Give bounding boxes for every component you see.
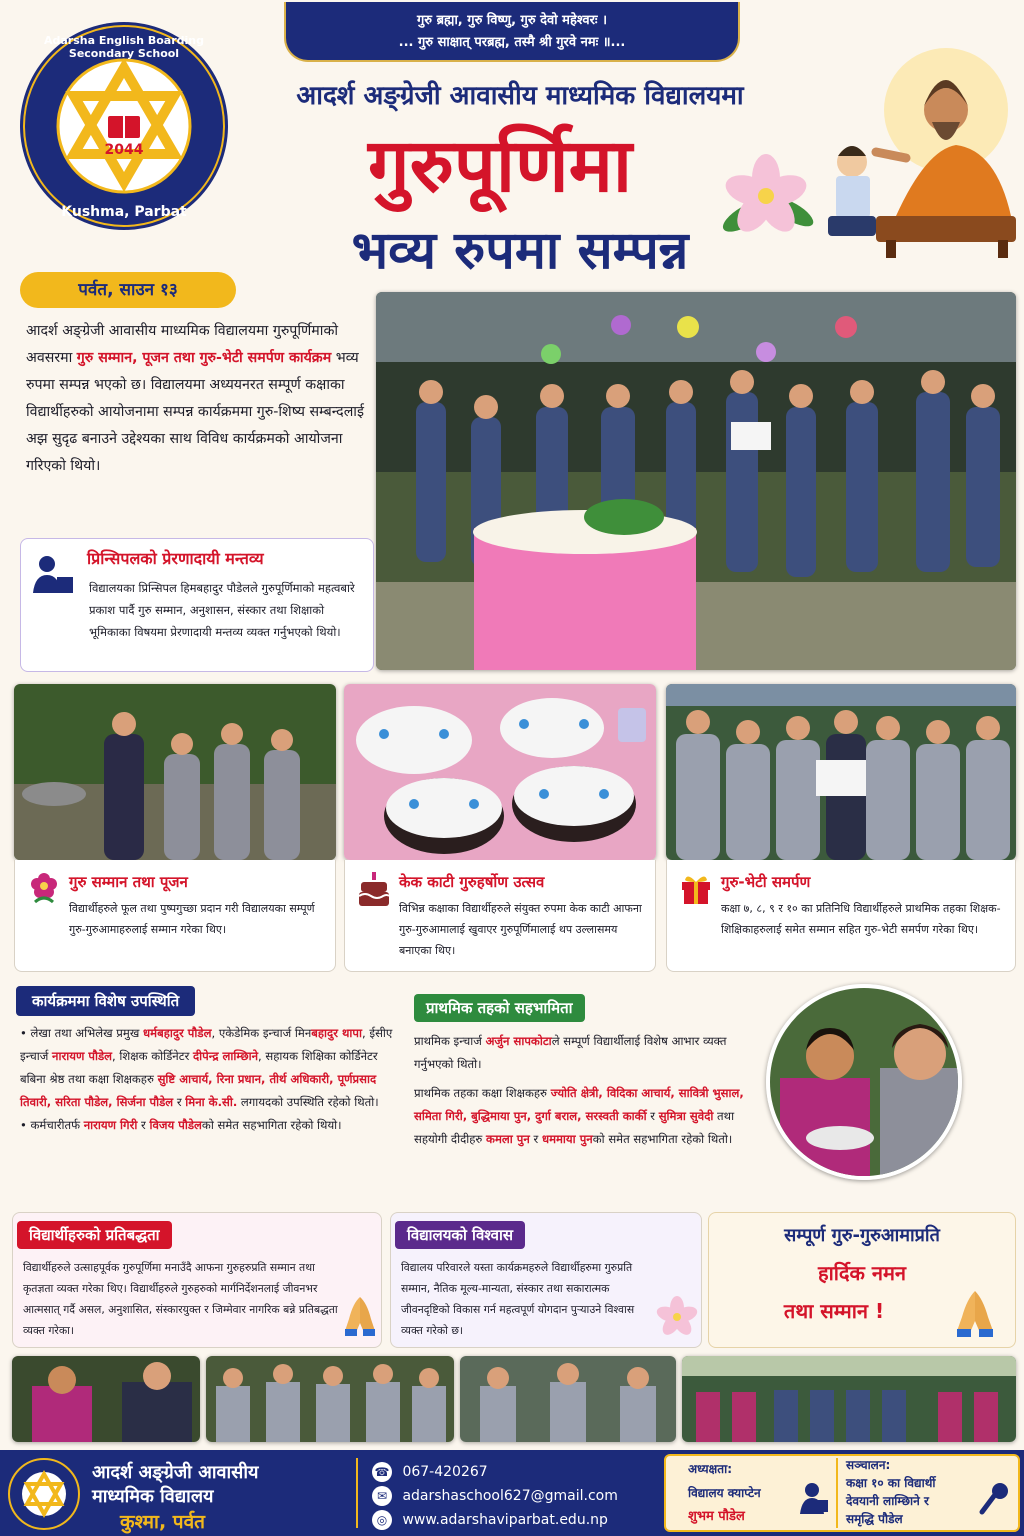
footer-school-line-2: माध्यमिक विद्यालय — [92, 1486, 214, 1507]
tribute-line-3: तथा सम्मान ! — [783, 1299, 885, 1323]
primary-name: अर्जुन सापकोटा — [485, 1034, 552, 1048]
primary-body — [414, 1030, 766, 1151]
footer-logo — [8, 1458, 80, 1530]
attendance-title-text: कार्यक्रममा विशेष उपस्थिति — [32, 992, 180, 1010]
school-logo — [18, 20, 230, 232]
chair-role: विद्यालय क्याप्टेन — [688, 1486, 761, 1500]
frangipani-flower-icon — [716, 146, 816, 246]
primary-text: तथा सहयोगी दीदीहरु — [414, 1109, 735, 1146]
trust-title — [395, 1221, 525, 1249]
attendance-bullet-2: • कर्मचारीतर्फ नारायण गिरी र विजय पौडेलको समेत सहभागिता रहेको थियो। — [20, 1118, 342, 1132]
header-school-line: आदर्श अङ्ग्रेजी आवासीय माध्यमिक विद्यालयमा — [296, 81, 744, 111]
host-role: कक्षा १० का विद्यार्थी — [846, 1476, 936, 1490]
attendance-name: विजय पौडेल — [149, 1118, 202, 1132]
footer-place: कुश्मा, पर्वत — [120, 1511, 205, 1533]
tribute-line-1: सम्पूर्ण गुरु-गुरुआमाप्रति — [784, 1225, 940, 1246]
primary-name: कमला पुन — [486, 1132, 530, 1146]
attendance-text: कर्मचारीतर्फ — [30, 1118, 81, 1132]
cake-icon — [357, 870, 391, 908]
feature-title-cake: केक काटी गुरुहर्षोण उत्सव — [399, 873, 545, 891]
attendance-name: दीपेन्द्र लाम्छिाने — [193, 1049, 259, 1063]
tribute-line-2: हार्दिक नमन — [817, 1261, 907, 1285]
attendance-text: , शिक्षक कोर्डिनेटर — [112, 1049, 190, 1063]
speaker-icon — [31, 555, 75, 595]
phone-row — [372, 1462, 488, 1482]
primary-name: ज्योति क्षेत्री, विदिका आचार्य, सावित्री भुसाल, समिता गिरी, बुद्धिमाया पुन, दुर्गा बराल, सरस्वती कार्की — [414, 1086, 744, 1123]
strip-photo-3 — [460, 1356, 676, 1442]
commitment-title — [17, 1221, 172, 1249]
sloka-banner — [284, 2, 740, 62]
email-row — [372, 1486, 618, 1506]
primary-text: र — [650, 1109, 656, 1123]
attendance-name: बहादुर थापा — [311, 1026, 362, 1040]
attendance-text: र — [141, 1118, 146, 1132]
chair-name: शुभम पौडेल — [688, 1509, 745, 1524]
intro-text-1: आदर्श अङ्ग्रेजी आवासीय माध्यमिक विद्यालयमा गुरुपूर्णिमाको अवसरमा — [26, 323, 339, 366]
dateline-badge — [20, 272, 236, 308]
chair-label: अध्यक्षता: — [688, 1462, 732, 1476]
sloka-line-2: ... गुरु साक्षात् परब्रह्म, तस्मै श्री गुरवे नमः ॥... — [398, 35, 626, 50]
footer-phone: 067-420267 — [402, 1464, 488, 1480]
principal-title: प्रिन्सिपलको प्रेरणादायी मन्तव्य — [87, 549, 264, 568]
photo-tika-ceremony — [14, 684, 336, 860]
intro-highlight: गुरु सम्मान, पूजन तथा गुरु-भेटी समर्पण कार्यक्रम — [76, 350, 332, 366]
feature-card-gift — [666, 860, 1016, 972]
primary-text: र — [533, 1132, 539, 1146]
photo-tika-circle — [766, 984, 962, 1180]
primary-text: को समेत सहभागिता रहेको थितो। — [592, 1132, 733, 1146]
web-row — [372, 1510, 608, 1530]
feature-title-gift: गुरु-भेटी समर्पण — [721, 873, 811, 891]
primary-para-1 — [414, 1030, 766, 1076]
primary-name: धममाया पुन — [541, 1132, 593, 1146]
attendance-text: को समेत सहभागिता रहेको थियो। — [201, 1118, 342, 1132]
logo-year: 2044 — [104, 142, 144, 158]
feature-title-honor: गुरु सम्मान तथा पूजन — [69, 873, 188, 891]
intro-paragraph — [26, 318, 374, 480]
commitment-title-text: विद्यार्थीहरुको प्रतिबद्धता — [29, 1226, 160, 1244]
flower-icon — [655, 1295, 699, 1339]
footer-divider — [356, 1458, 358, 1528]
feature-text-gift: कक्षा ७, ८, ९ र १० का प्रतिनिधि विद्यार्थीहरुले प्राथमिक तहका शिक्षक-शिक्षिकाहरुलाई समेत सम्मान सहित गुरु-भेटी समर्पण गरेका थिए। — [721, 902, 1001, 936]
flower-icon — [27, 872, 61, 906]
tribute-card — [708, 1212, 1016, 1348]
praying-hands-icon — [343, 1293, 377, 1337]
attendance-name: सुष्टि आचार्य, रिना प्रधान, तीर्थ अधिकारी, पूर्णप्रसाद तिवारी, सरिता पौडेल, सिर्जना पौडेल — [20, 1072, 377, 1109]
photo-cake-table — [344, 684, 656, 860]
primary-text: प्राथमिक तहका कक्षा शिक्षकहरु — [414, 1086, 547, 1100]
attendance-name: नारायण पौडेल — [52, 1049, 113, 1063]
primary-title-text: प्राथमिक तहको सहभामिता — [426, 999, 573, 1017]
feature-text-cake: विभिन्न कक्षाका विद्यार्थीहरुले संयुक्त रुपमा केक काटी आफना गुरु-गुरुआमालाई खुवाएर गुरुपूर्णिमालाई थप उल्लासमय बनाएका थिए। — [399, 902, 642, 957]
praying-hands-icon — [955, 1287, 995, 1337]
email-icon: ✉ — [372, 1486, 392, 1506]
feature-text-honor: विद्यार्थीहरुले फूल तथा पुष्पगुच्छा प्रदान गरी विद्यालयका सम्पूर्ण गुरु-गुरुआमाहरुलाई सम्मान गरेका थिए। — [69, 902, 315, 936]
photo-gift-presentation — [666, 684, 1016, 860]
footer-school-line-1: आदर्श अङ्ग्रेजी आवासीय — [92, 1462, 259, 1483]
primary-para-2 — [414, 1082, 766, 1151]
attendance-text: , सहायक शिक्षिका कोर्डिनेटर बबिना श्रेष्ठ तथा कक्षा शिक्षकहरु — [20, 1049, 378, 1086]
primary-title — [414, 994, 585, 1022]
principal-message-card — [20, 538, 374, 672]
commitment-text: विद्यार्थीहरुले उत्साहपूर्वक गुरुपूर्णिमा मनाउँदै आफना गुरुहरुप्रति सम्मान तथा कृतज्ञता व्यक्त गरेका थिए। विद्यार्थीहरुले गुरुहरुको मार्गनिर्देशनलाई जीवनभर आत्मसात् गर्दै असल, अनुशासित, संस्कारयुक्त र जिम्मेवार नागरिक बन्ने प्रतिबद्धता व्यक्त गरेका। — [23, 1261, 338, 1337]
logo-place: Kushma, Parbat — [61, 204, 187, 220]
attendance-text: लगायदको उपस्थिति रहेको थितो। — [240, 1095, 379, 1109]
principal-text: विद्यालयका प्रिन्सिपल हिमबहादुर पौडेलले गुरुपूर्णिमाको महत्वबारे प्रकाश पार्दै गुरु सम्मान, अनुशासन, संस्कार तथा शिक्षाको भूमिकाका विषयमा प्रेरणादायी मन्तव्य व्यक्त गर्नुभएको थियो। — [89, 581, 355, 639]
trust-text: विद्यालय परिवारले यस्ता कार्यक्रमहरुले विद्यार्थीहरुमा गुरुप्रति सम्मान, नैतिक मूल्य-मान्यता, संस्कार तथा सकारात्मक जीवनदृष्टिको विकास गर्न महत्वपूर्ण योगदान पुर्‍याउने विश्वास व्यक्त गरेको छ। — [401, 1261, 635, 1337]
footer-website[interactable]: www.adarshaviparbat.edu.np — [402, 1512, 608, 1528]
footer-email[interactable]: adarshaschool627@gmail.com — [402, 1488, 618, 1504]
attendance-bullet-1: • लेखा तथा अभिलेख प्रमुख धर्मबहादुर पौडेल, एकेडेमिक इन्चार्ज मिनबहादुर थापा, ईसीए इन्चार्ज नारायण पौडेल, शिक्षक कोर्डिनेटर दीपेन्द्र लाम्छिाने, सहायक शिक्षिका कोर्डिनेटर बबिना श्रेष्ठ तथा कक्षा शिक्षकहरु सुष्टि आचार्य, रिना प्रधान, तीर्थ अधिकारी, पूर्णप्रसाद तिवारी, सरिता पौडेल, सिर्जना पौडेल र मिना के.सी. लगायदको उपस्थिति रहेको थितो। — [20, 1026, 393, 1109]
school-trust-card — [390, 1212, 702, 1348]
logo-ring-text: Adarsha English Boarding Secondary School — [44, 34, 204, 60]
attendance-name: मिना के.सी. — [185, 1095, 238, 1109]
credits-divider — [836, 1458, 838, 1528]
attendance-text: र — [176, 1095, 182, 1109]
microphone-icon — [978, 1482, 1010, 1516]
trust-title-text: विद्यालयको विश्वास — [407, 1226, 514, 1244]
gift-icon — [679, 870, 713, 906]
strip-photo-4 — [682, 1356, 1016, 1442]
intro-text-2: भव्य रुपमा सम्पन्न भएको छ। विद्यालयमा अध्ययनरत सम्पूर्ण कक्षाका विद्यार्थीहरुको आयोजनामा सम्पन्न कार्यक्रममा गुरु-शिष्य सम्बन्दलाई अझ सुदृढ बनाउने उद्देश्यका साथ विविध कार्यक्रमको आयोजना गरिएको थियो। — [26, 350, 364, 474]
dateline-text: पर्वत, साउन १३ — [78, 280, 178, 300]
sloka-line-1: गुरु ब्रह्मा, गुरु विष्णु, गुरु देवो महेश्वरः । — [416, 13, 608, 28]
feature-card-cake — [344, 860, 656, 972]
phone-icon: ☎ — [372, 1462, 392, 1482]
host-names-2: समृद्धि पौडेल — [846, 1512, 903, 1526]
attendance-title — [16, 986, 195, 1016]
attendance-name: नारायण गिरी — [83, 1118, 138, 1132]
host-names-1: देवयानी लाम्छिाने र — [846, 1494, 929, 1508]
attendance-name: धर्मबहादुर पौडेल — [143, 1026, 212, 1040]
header-title: गुरुपूर्णिमा — [367, 123, 633, 209]
attendance-text: , ईसीए इन्चार्ज — [20, 1026, 393, 1063]
strip-photo-2 — [206, 1356, 454, 1442]
header-subtitle: भव्य रुपमा सम्पन्न — [351, 221, 689, 281]
student-commitment-card — [12, 1212, 382, 1348]
primary-text: प्राथमिक इन्चार्ज — [414, 1034, 482, 1048]
guru-blessing-illustration — [806, 40, 1020, 260]
attendance-text: , एकेडेमिक इन्चार्ज मिन — [211, 1026, 312, 1040]
globe-icon: ◎ — [372, 1510, 392, 1530]
host-label: सञ्चालन: — [846, 1458, 891, 1472]
feature-card-honor — [14, 860, 336, 972]
primary-text: ले सम्पूर्ण विद्यार्थीलाई विशेष आभार व्यक्त गर्नुभएको थितो। — [414, 1034, 727, 1071]
strip-photo-1 — [12, 1356, 200, 1442]
primary-name: सुमित्रा सुवेदी — [658, 1109, 714, 1123]
captain-icon — [800, 1482, 830, 1516]
main-group-photo — [376, 292, 1016, 670]
attendance-body — [20, 1022, 396, 1137]
attendance-text: लेखा तथा अभिलेख प्रमुख — [30, 1026, 140, 1040]
